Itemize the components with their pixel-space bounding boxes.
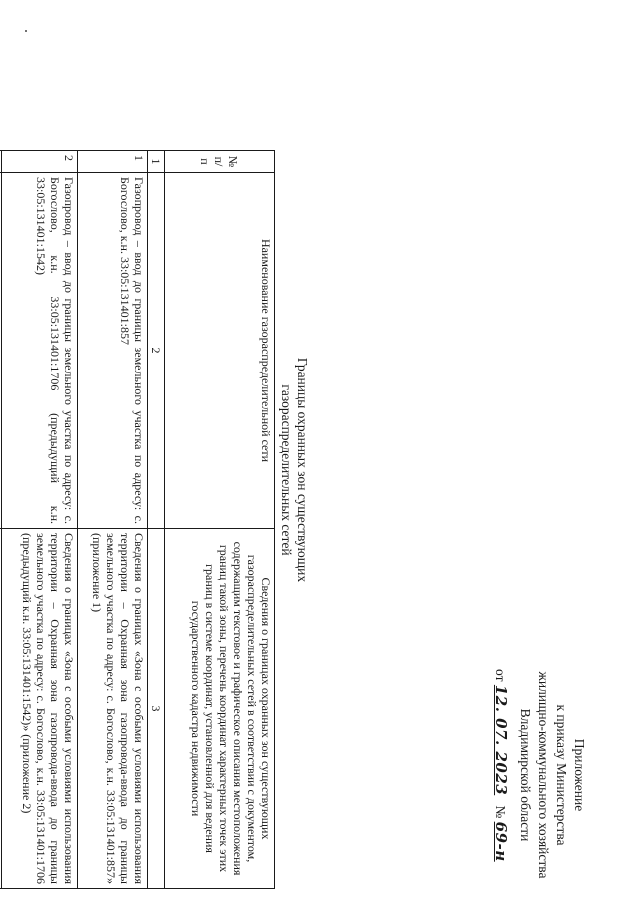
approval-line-3: жилищно-коммунального хозяйства bbox=[536, 671, 551, 879]
number-label: № bbox=[493, 805, 508, 819]
table-row bbox=[78, 151, 148, 889]
row-info bbox=[0, 529, 2, 889]
order-number: 69-н bbox=[492, 821, 510, 862]
column-number-row bbox=[148, 151, 165, 889]
gas-zones-table bbox=[0, 150, 275, 889]
approval-line-1: Приложение bbox=[572, 738, 587, 812]
approval-block bbox=[491, 655, 588, 895]
document-title bbox=[278, 260, 310, 680]
row-num: 1 bbox=[78, 151, 148, 173]
approval-line-2: к приказу Министерства bbox=[554, 704, 569, 846]
table-row bbox=[2, 151, 78, 889]
row-num: 2 bbox=[2, 151, 78, 173]
row-name: Газопровод – ввод до границы земельного участка по адресу: с. Богослово, к.н. 33:05:131401:857 bbox=[78, 173, 148, 529]
row-name bbox=[0, 173, 2, 529]
header-num: № п/п bbox=[165, 151, 275, 173]
row-num bbox=[0, 151, 2, 173]
title-line-2: газораспределительных сетей bbox=[279, 384, 294, 556]
scan-speck bbox=[25, 30, 27, 32]
row-info: Сведения о границах «Зона с особыми условиями использования территории – Охранная зона газопровода-ввода до границы земельного участка по адресу: с. Богослово, к.н. 33:05:131401:857» (приложение 1) bbox=[78, 529, 148, 889]
order-date-number bbox=[491, 655, 510, 895]
col-number-3: 3 bbox=[148, 529, 165, 889]
table-header-row bbox=[165, 151, 275, 889]
table-row bbox=[0, 151, 2, 889]
title-line-1: Границы охранных зон существующих bbox=[295, 357, 310, 583]
order-date: 12. 07. 2023 bbox=[492, 684, 510, 796]
col-number-2: 2 bbox=[148, 173, 165, 529]
header-name: Наименование газораспределительной сети bbox=[165, 173, 275, 529]
row-info: Сведения о границах «Зона с особыми условиями использования территории – Охранная зона газопровода-ввода до границы земельного участка по адресу: с. Богослово, к.н. 33:05:131401:1706 (предыдущий к.н. 33:05:131401:1542)» (приложение 2) bbox=[2, 529, 78, 889]
header-info: Сведения о границах охранных зон существующих газораспределительных сетей в соответствии с документом, содержащим текстовое и графическое описания местоположения границ такой зоны, перечень координат характерных точек этих границ в системе координат, установленной для ведения государственного кадастра недвижимости bbox=[165, 529, 275, 889]
from-label: от bbox=[493, 669, 508, 682]
row-name: Газопровод – ввод до границы земельного участка по адресу: с. Богослово, к.н. 33:05:131401:1706 (предыдущий к.н. 33:05:131401:1542) bbox=[2, 173, 78, 529]
approval-line-4: Владимирской области bbox=[518, 708, 533, 842]
col-number-1: 1 bbox=[148, 151, 165, 173]
